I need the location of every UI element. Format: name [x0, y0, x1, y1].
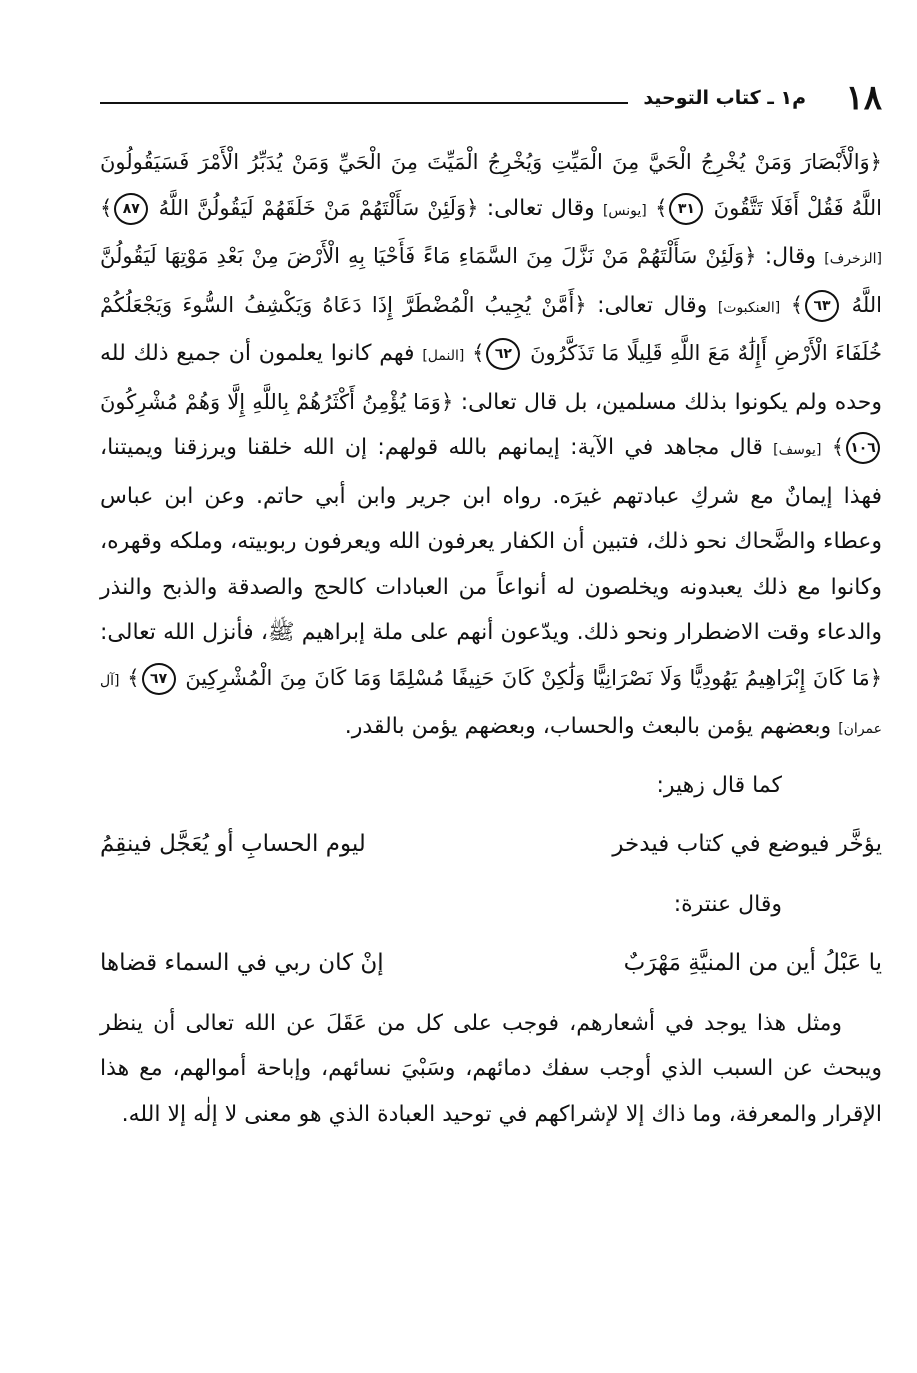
- quran-close-bracket: ﴾: [655, 195, 668, 220]
- first-hemistich: يؤخَّر فيوضع في كتاب فيدخر: [612, 831, 882, 857]
- surah-reference: [العنكبوت]: [717, 299, 781, 316]
- quran-verse: ﴿أَمَّنْ يُجِيبُ الْمُضْطَرَّ إِذَا دَعَاهُ وَيَكْشِفُ السُّوءَ وَيَجْعَلُكُمْ خُلَفَاءَ الْأَرْضِ أَإِلَٰهٌ مَعَ اللَّهِ قَلِيلًا مَا تَذَكَّرُونَ: [100, 292, 882, 365]
- quran-close-bracket: ﴾: [472, 341, 485, 365]
- poem-intro-antara: وقال عنترة:: [673, 891, 782, 917]
- running-title: م١ ـ كتاب التوحيد: [643, 87, 806, 109]
- body-text: وقال:: [764, 244, 817, 269]
- ayah-number-marker: ٣١: [669, 193, 703, 225]
- quran-close-bracket: ﴾: [831, 435, 845, 459]
- surah-reference: [يونس]: [602, 202, 647, 219]
- quran-verse: ﴿وَمَا يُؤْمِنُ أَكْثَرُهُمْ بِاللَّهِ إِلَّا وَهُمْ مُشْرِكُونَ: [100, 389, 454, 414]
- quran-verse: ﴿مَا كَانَ إِبْرَاهِيمُ يَهُودِيًّا وَلَا نَصْرَانِيًّا وَلَٰكِنْ كَانَ حَنِيفًا مُسْلِمًا وَمَا كَانَ مِنَ الْمُشْرِكِينَ: [185, 665, 882, 690]
- body-text: فهم كانوا يعلمون أن جميع ذلك لله وحده ولم يكونوا بذلك مسلمين، بل قال تعالى:: [100, 341, 883, 415]
- second-hemistich: إنْ كان ربي في السماء قضاها: [100, 950, 384, 976]
- ayah-number-marker: ١٠٦: [846, 432, 880, 464]
- paragraph-closing: ومثل هذا يوجد في أشعارهم، فوجب على كل من عَقَلَ عن الله تعالى أن ينظر ويبحث عن السبب الذي أوجب سفك دمائهم، وسَبْيَ نسائهم، وإباحة أموالهم، مع هذا الإقرار والمعرفة، وما ذاك إلا لإشراكهم في توحيد العبادة الذي هو معنى لا إلٰه إلا الله.: [100, 1010, 882, 1127]
- paragraph-main: [100, 140, 882, 753]
- quran-verse: ﴿وَالْأَبْصَارَ وَمَنْ يُخْرِجُ الْحَيَّ مِنَ الْمَيِّتِ وَيُخْرِجُ الْمَيِّتَ مِنَ الْحَيِّ وَمَنْ يُدَبِّرُ الْأَمْرَ فَسَيَقُولُونَ اللَّهُ فَقُلْ أَفَلَا تَتَّقُونَ: [100, 150, 883, 220]
- surah-reference: [يوسف]: [773, 442, 822, 458]
- ayah-number-marker: ٦٧: [142, 663, 176, 695]
- ayah-number-marker: ٦٢: [486, 338, 520, 370]
- body-text: وقال تعالى:: [597, 292, 708, 318]
- surah-reference: [آل عمران]: [100, 672, 882, 737]
- poem-intro-zuhair: كما قال زهير:: [656, 772, 782, 798]
- second-hemistich: ليوم الحسابِ أو يُعَجَّل فينقِمُ: [100, 831, 366, 857]
- ayah-number-marker: ٨٧: [114, 193, 148, 225]
- page-number: ١٨: [845, 78, 882, 118]
- surah-reference: [النمل]: [422, 348, 465, 364]
- quran-close-bracket: ﴾: [790, 292, 804, 317]
- first-hemistich: يا عَبْلُ أين من المنيَّةِ مَهْرَبٌ: [623, 950, 882, 976]
- poem-verse-zuhair: [100, 822, 882, 868]
- quran-verse: ﴿وَلَئِنْ سَأَلْتَهُمْ مَنْ نَزَّلَ مِنَ السَّمَاءِ مَاءً فَأَحْيَا بِهِ الْأَرْضَ مِنْ بَعْدِ مَوْتِهَا لَيَقُولُنَّ اللَّهُ: [100, 244, 883, 317]
- quran-close-bracket: ﴾: [127, 665, 140, 690]
- quran-close-bracket: ﴾: [100, 195, 113, 220]
- body-text: قال مجاهد في الآية: إيمانهم بالله قولهم: إن الله خلقنا ويرزقنا ويميتنا، فهذا إيمانٌ مع شركِ عبادتهم غيرَه. رواه ابن جرير وابن أبي حاتم. وعن ابن عباس وعطاء والضَّحاك نحو ذلك، فتبين أن الكفار يعرفون الله ويعرفون ربوبيته، وملكه وقهره، وكانوا مع ذلك يعبدونه ويخلصون له أنواعاً من العبادات كالحج والصدقة والذبح والنذر والدعاء وقت الاضطرار ونحو ذلك. ويدّعون أنهم على ملة إبراهيم ﷺ، فأنزل الله تعالى:: [100, 435, 882, 645]
- page-body: [100, 140, 882, 1137]
- quran-verse: ﴿وَلَئِنْ سَأَلْتَهُمْ مَنْ خَلَقَهُمْ لَيَقُولُنَّ اللَّهُ: [158, 195, 479, 220]
- poem-verse-antara: [100, 941, 882, 987]
- page-header: [100, 78, 882, 118]
- ayah-number-marker: ٦٣: [805, 290, 839, 322]
- body-text: وبعضهم يؤمن بالبعث والحساب، وبعضهم يؤمن بالقدر.: [344, 714, 832, 739]
- surah-reference: [الزخرف]: [824, 251, 882, 267]
- body-text: وقال تعالى:: [486, 195, 595, 221]
- header-rule: [100, 102, 628, 104]
